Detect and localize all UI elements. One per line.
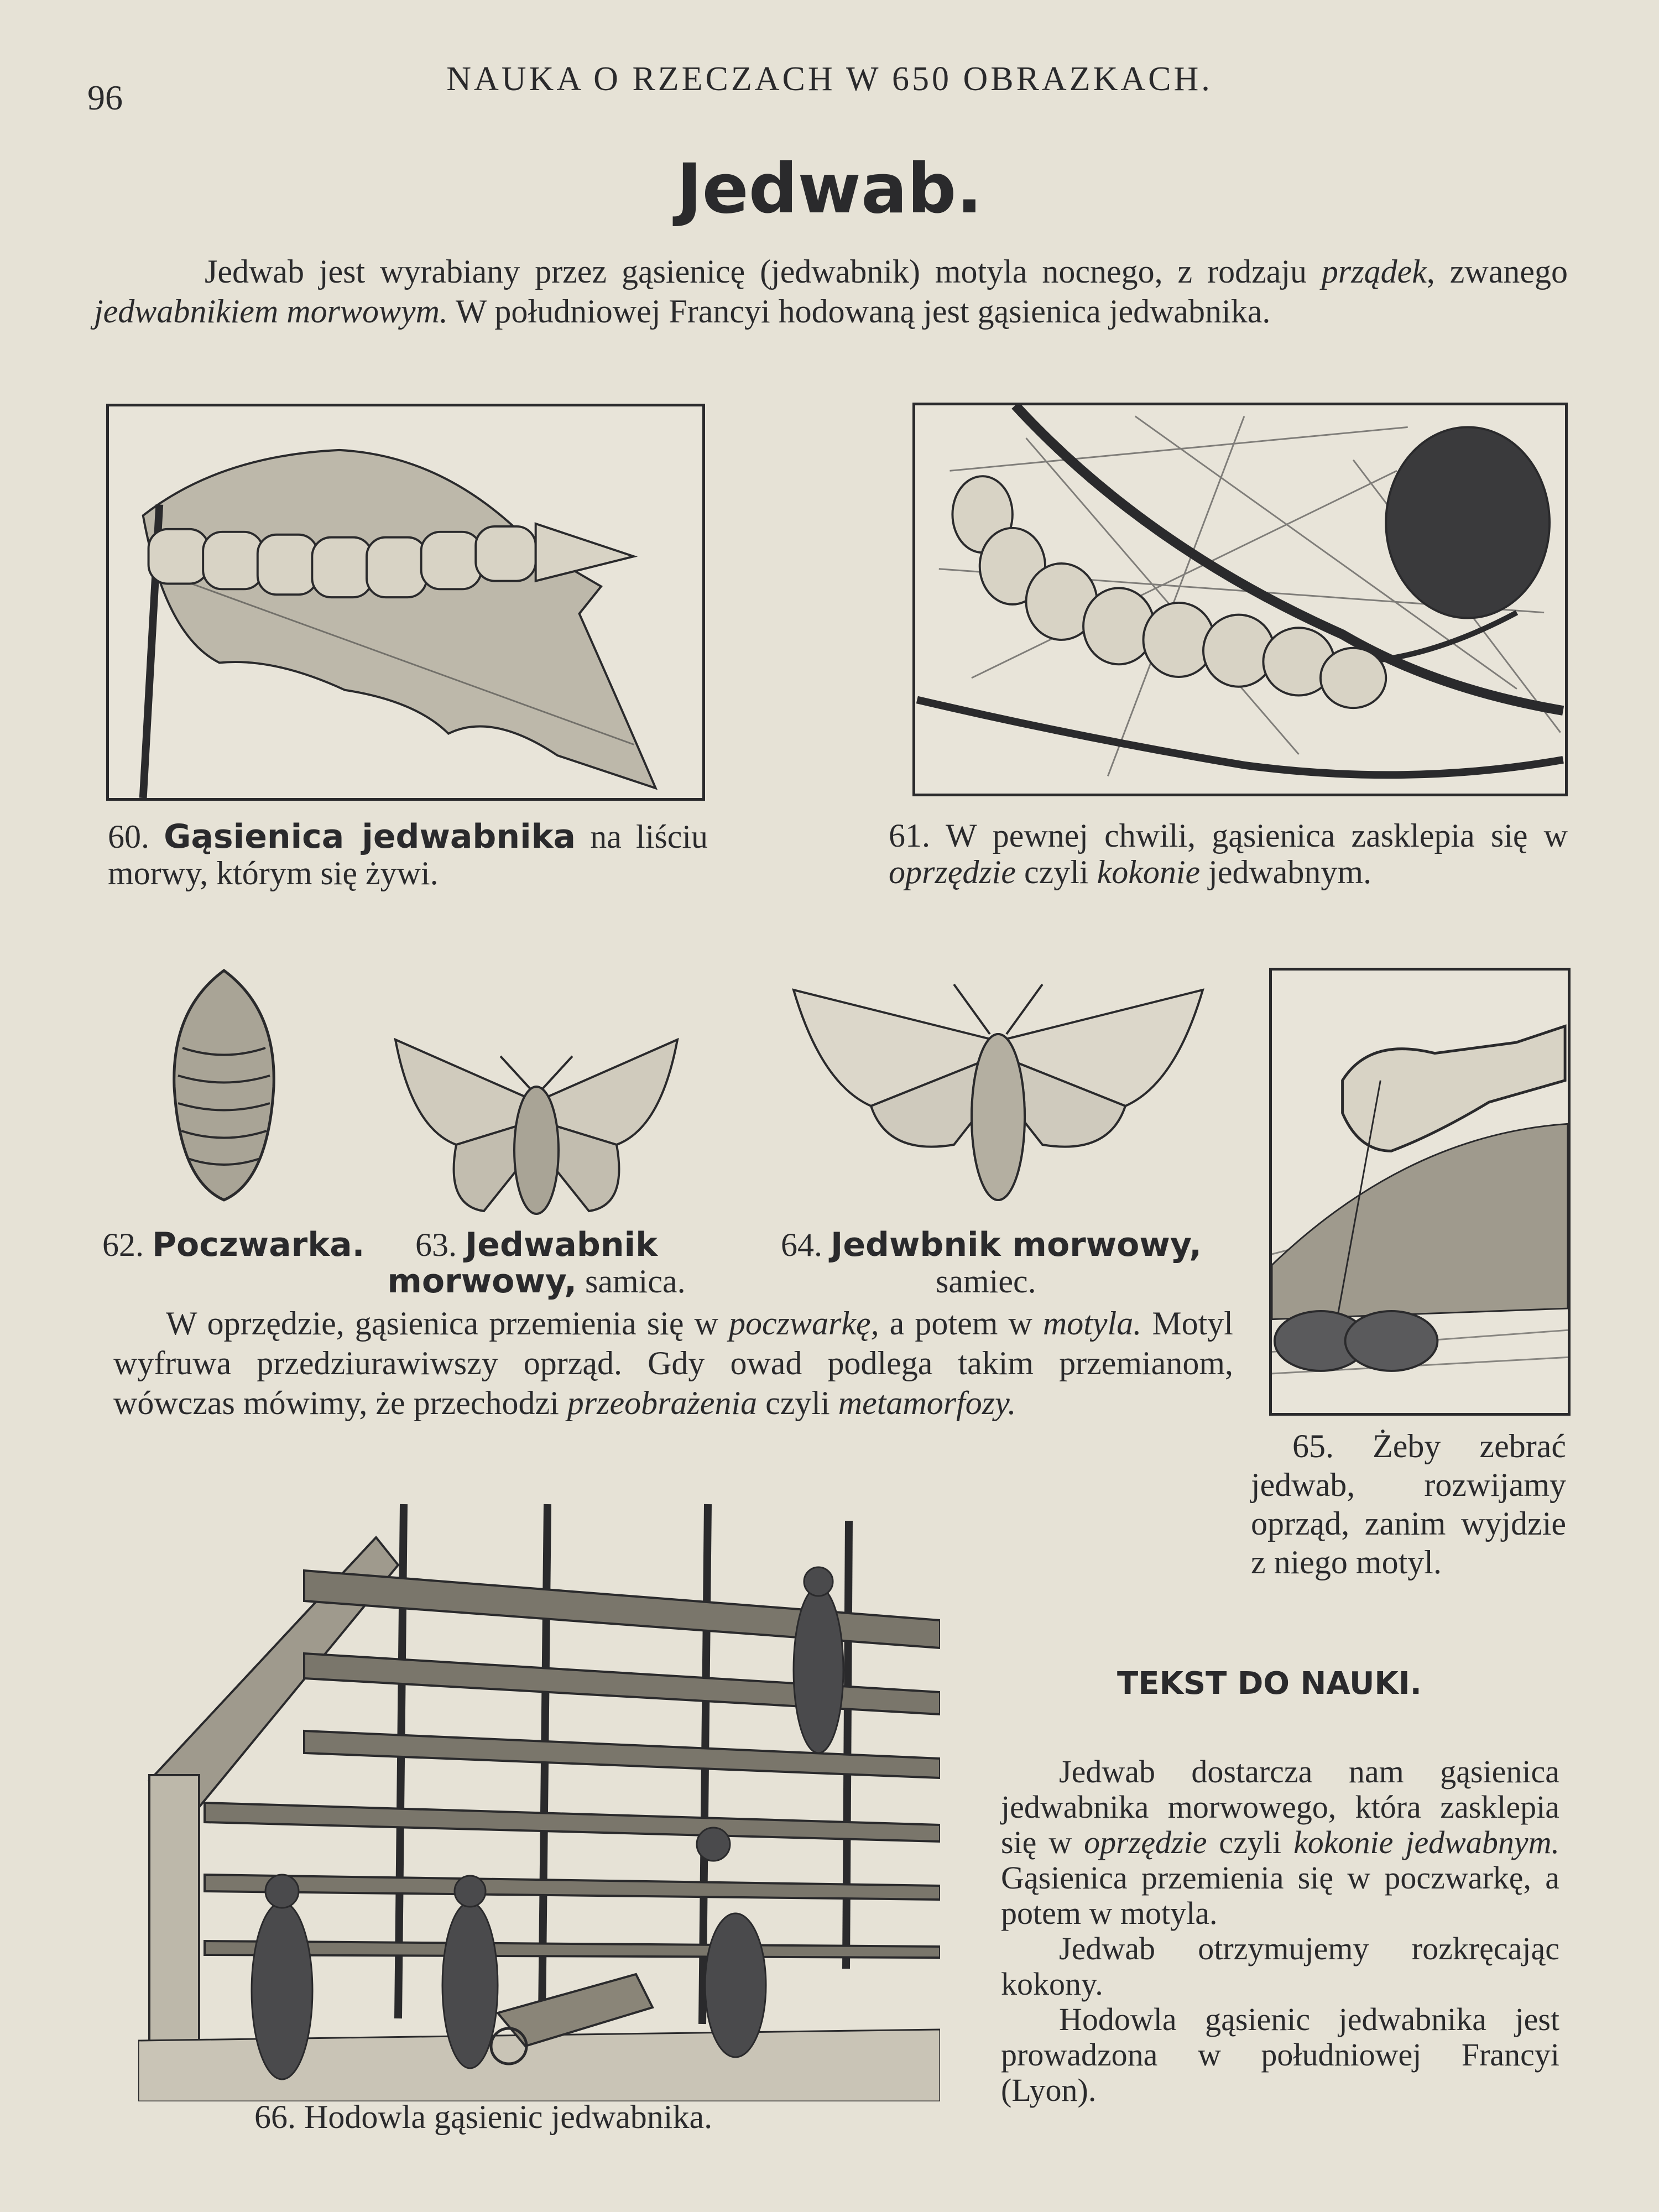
figure-65-number: 65. [1292, 1428, 1334, 1464]
figure-60-text: na liściu morwy, którym się żywi. [108, 818, 708, 891]
figure-66-rearing-illustration [138, 1488, 940, 2101]
figure-64-male-moth-illustration [788, 979, 1208, 1206]
figure-66-number: 66. [254, 2099, 296, 2135]
figure-63-title: Jedwabnik morwowy, [387, 1225, 658, 1301]
figure-65-unwinding-illustration [1269, 968, 1571, 1416]
silkworm-rearing-room-drawing [138, 1488, 940, 2101]
study-paragraph-1 [1001, 1754, 1559, 1931]
study-paragraph-2: Jedwab otrzymujemy rozkręcając kokony. [1001, 1931, 1559, 2002]
figure-65-text: Żeby zebrać jedwab, rozwijamy oprząd, zanim wyjdzie z niego motyl. [1251, 1428, 1566, 1580]
figure-62-title: Poczwarka. [152, 1225, 365, 1264]
figure-60-title: Gąsienica jedwabnika [164, 817, 576, 856]
figure-63-number: 63. [415, 1227, 457, 1263]
figure-64-caption [781, 1227, 1245, 1300]
figure-63-female-moth-illustration [390, 1029, 683, 1219]
intro-text-5: W południowej Francyi hodowaną jest gąsienica jedwabnika. [447, 293, 1271, 330]
intro-paragraph [94, 252, 1568, 331]
page-title: Jedwab. [676, 149, 983, 229]
running-header: NAUKA O RZECZACH W 650 OBRAZKACH. [446, 60, 1213, 98]
study-text-3: Gąsienica przemienia się w poczwarkę, a potem w motyla. [1001, 1860, 1559, 1931]
meta-text-1: W oprzędzie, gąsienica przemienia się w [166, 1305, 729, 1342]
figure-60-number: 60. [108, 818, 149, 855]
study-term-kokonie: kokonie jedwabnym. [1293, 1824, 1559, 1860]
study-paragraph-3: Hodowla gąsienic jedwabnika jest prowadzona w południowej Francyi (Lyon). [1001, 2001, 1559, 2108]
intro-text-3: , zwanego [1426, 253, 1568, 290]
caterpillar-spinning-cocoon-drawing [915, 405, 1565, 794]
figure-63-caption [387, 1227, 686, 1300]
figure-62-caption [102, 1227, 364, 1263]
figure-64-title: Jedwbnik morwowy, [831, 1225, 1202, 1264]
figure-61-term-oprzedzie: oprzędzie [889, 854, 1016, 890]
page-number: 96 [87, 78, 123, 117]
study-heading: TEKST DO NAUKI. [1117, 1666, 1422, 1702]
intro-term-przadek: prządek [1321, 253, 1427, 290]
intro-text-1: Jedwab jest wyrabiany przez gąsienicę (jedwabnik) motyla nocnego, z rodzaju [205, 253, 1322, 290]
meta-text-2: a potem w [879, 1305, 1043, 1342]
intro-term-jedwabnik: jedwabnikiem morwowym. [94, 293, 448, 330]
study-text-2: czyli [1207, 1824, 1294, 1860]
figure-61-text-2: czyli [1015, 854, 1097, 890]
figure-66-text: Hodowla gąsienic jedwabnika. [296, 2099, 713, 2135]
figure-62-pupa-illustration [166, 965, 282, 1203]
female-moth-drawing [390, 1029, 683, 1219]
figure-64-text: samiec. [936, 1263, 1036, 1300]
figure-61-caption [889, 817, 1568, 890]
meta-term-przeobrazenia: przeobrażenia [567, 1385, 758, 1421]
study-text [1001, 1754, 1559, 2108]
figure-65-caption [1251, 1427, 1566, 1582]
meta-text-3: Motyl wyfruwa przedziurawiwszy oprząd. Gdy owad podlega takim przemianom, wówczas mówimy, że przechodzi [113, 1305, 1233, 1421]
caterpillar-on-leaf-drawing [109, 406, 702, 798]
study-term-oprzedzie: oprzędzie [1084, 1824, 1207, 1860]
study-text-1: Jedwab dostarcza nam gąsienica jedwabnika morwowego, która zasklepia się w [1001, 1754, 1559, 1860]
pupa-drawing [166, 965, 282, 1203]
figure-61-term-kokonie: kokonie [1097, 854, 1201, 890]
figure-64-number: 64. [781, 1227, 822, 1263]
figure-61-text-1: W pewnej chwili, gąsienica zasklepia się w [930, 817, 1568, 854]
meta-term-metamorfozy: metamorfozy. [838, 1385, 1016, 1421]
figure-60-caption [108, 818, 708, 891]
meta-term-poczwarke: poczwarkę, [728, 1305, 879, 1342]
male-moth-drawing [788, 979, 1208, 1206]
figure-62-number: 62. [102, 1227, 144, 1263]
figure-66-caption [254, 2099, 712, 2135]
metamorphosis-paragraph [113, 1303, 1233, 1423]
meta-term-motyla: motyla. [1042, 1305, 1142, 1342]
hand-unwinding-cocoon-drawing [1272, 971, 1568, 1413]
figure-63-text: samica. [577, 1263, 686, 1300]
figure-61-cocoon-illustration [912, 403, 1568, 796]
figure-61-number: 61. [889, 817, 930, 854]
figure-61-text-3: jedwabnym. [1200, 854, 1372, 890]
figure-60-caterpillar-illustration [106, 404, 705, 801]
meta-text-4: czyli [757, 1385, 838, 1421]
